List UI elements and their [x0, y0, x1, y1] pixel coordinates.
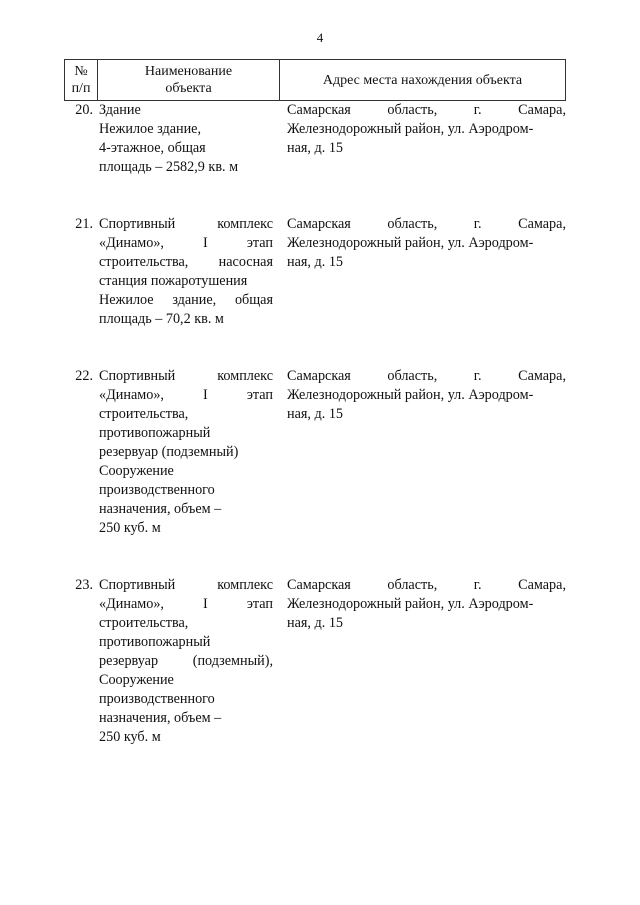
address-word: Самара, [518, 216, 566, 232]
object-name [97, 367, 279, 538]
object-name-line: противопожарный [99, 634, 211, 650]
address-word: г. [473, 216, 482, 232]
address-line: ная, д. 15 [287, 615, 344, 631]
object-name-word: «Динамо», [99, 235, 164, 251]
address-word: Самарская [287, 577, 351, 593]
object-name-line: строительства, [99, 615, 189, 631]
address-word: Самара, [518, 368, 566, 384]
address-line: ная, д. 15 [287, 254, 344, 270]
object-name-word: «Динамо», [99, 596, 164, 612]
address-line: ная, д. 15 [287, 406, 344, 422]
address-line: Железнодорожный район, ул. Аэродром- [287, 387, 534, 403]
address-line: Железнодорожный район, ул. Аэродром- [287, 235, 534, 251]
address-line: Железнодорожный район, ул. Аэродром- [287, 121, 534, 137]
object-name-line: площадь – 70,2 кв. м [99, 311, 224, 327]
address-line: Железнодорожный район, ул. Аэродром- [287, 596, 534, 612]
table-header [64, 59, 566, 101]
object-name-line [99, 595, 273, 614]
object-name-line: противопожарный [99, 425, 211, 441]
object-name-line: резервуар (подземный) [99, 444, 239, 460]
object-name-word: комплекс [217, 577, 273, 593]
address-line [287, 367, 566, 386]
table-body [64, 101, 566, 747]
header-address-label: Адрес места нахождения объекта [322, 72, 523, 88]
row-number: 20. [75, 102, 93, 118]
object-name-line: производственного [99, 691, 215, 707]
table-row [64, 576, 566, 747]
object-name-line: 250 куб. м [99, 520, 161, 536]
object-name-word: «Динамо», [99, 387, 164, 403]
address-line [287, 576, 566, 595]
object-name-line: назначения, объем – [99, 501, 222, 517]
object-name-word: этап [246, 387, 273, 403]
address-line [287, 215, 566, 234]
object-name-line [99, 234, 273, 253]
object-name-word: общая [234, 292, 273, 308]
object-name-line: Здание [99, 102, 141, 118]
header-number-sublabel: п/п [71, 81, 91, 96]
header-name-column [98, 60, 280, 100]
object-name-line [99, 253, 273, 272]
object-name-line: площадь – 2582,9 кв. м [99, 159, 239, 175]
header-number-label: № [74, 64, 88, 79]
row-number: 21. [75, 216, 93, 232]
object-name-line: Сооружение [99, 672, 174, 688]
object-name-line: 250 куб. м [99, 729, 161, 745]
object-name-line: назначения, объем – [99, 710, 222, 726]
object-name-line: Сооружение [99, 463, 174, 479]
object-name-line [99, 652, 273, 671]
object-name-word: здание, [172, 292, 217, 308]
object-name-word: I [203, 235, 208, 251]
object-name [97, 101, 279, 177]
table-row [64, 215, 566, 329]
object-address [279, 576, 566, 747]
table-row [64, 367, 566, 538]
object-name-line: 4-этажное, общая [99, 140, 206, 156]
object-name-word: (подземный), [192, 653, 273, 669]
object-name-word: этап [246, 596, 273, 612]
object-address [279, 367, 566, 538]
object-name-word: I [203, 387, 208, 403]
address-line: ная, д. 15 [287, 140, 344, 156]
header-address-column [280, 60, 565, 100]
object-name-word: этап [246, 235, 273, 251]
object-address [279, 215, 566, 329]
object-name-line [99, 291, 273, 310]
object-name-word: резервуар [99, 653, 159, 669]
object-name-line: производственного [99, 482, 215, 498]
object-name-word: Нежилое [99, 292, 154, 308]
object-name-line [99, 215, 273, 234]
row-number: 23. [75, 577, 93, 593]
object-name-line [99, 576, 273, 595]
object-name-word: Спортивный [99, 216, 176, 232]
object-name [97, 215, 279, 329]
address-word: область, [387, 577, 438, 593]
address-word: г. [473, 102, 482, 118]
header-name-sublabel: объекта [165, 81, 212, 96]
address-word: область, [387, 368, 438, 384]
header-number-column [65, 60, 98, 100]
address-word: область, [387, 102, 438, 118]
object-name-word: комплекс [217, 216, 273, 232]
object-name-line [99, 367, 273, 386]
object-address [279, 101, 566, 177]
address-line [287, 101, 566, 120]
table-row [64, 101, 566, 177]
object-name-line [99, 386, 273, 405]
object-name-word: Спортивный [99, 368, 176, 384]
object-name-line: строительства, [99, 406, 189, 422]
address-word: Самарская [287, 368, 351, 384]
header-name-label: Наименование [144, 64, 233, 79]
address-word: Самара, [518, 102, 566, 118]
object-name-word: I [203, 596, 208, 612]
address-word: Самарская [287, 102, 351, 118]
object-name-word: Спортивный [99, 577, 176, 593]
object-name-line: Нежилое здание, [99, 121, 202, 137]
object-name-word: насосная [218, 254, 273, 270]
object-name-line: станция пожаротушения [99, 273, 248, 289]
row-number: 22. [75, 368, 93, 384]
address-word: Самарская [287, 216, 351, 232]
object-name-word: комплекс [217, 368, 273, 384]
address-word: г. [473, 368, 482, 384]
address-word: Самара, [518, 577, 566, 593]
object-name [97, 576, 279, 747]
address-word: область, [387, 216, 438, 232]
page-number: 4 [316, 30, 324, 45]
address-word: г. [473, 577, 482, 593]
object-name-word: строительства, [99, 254, 189, 270]
